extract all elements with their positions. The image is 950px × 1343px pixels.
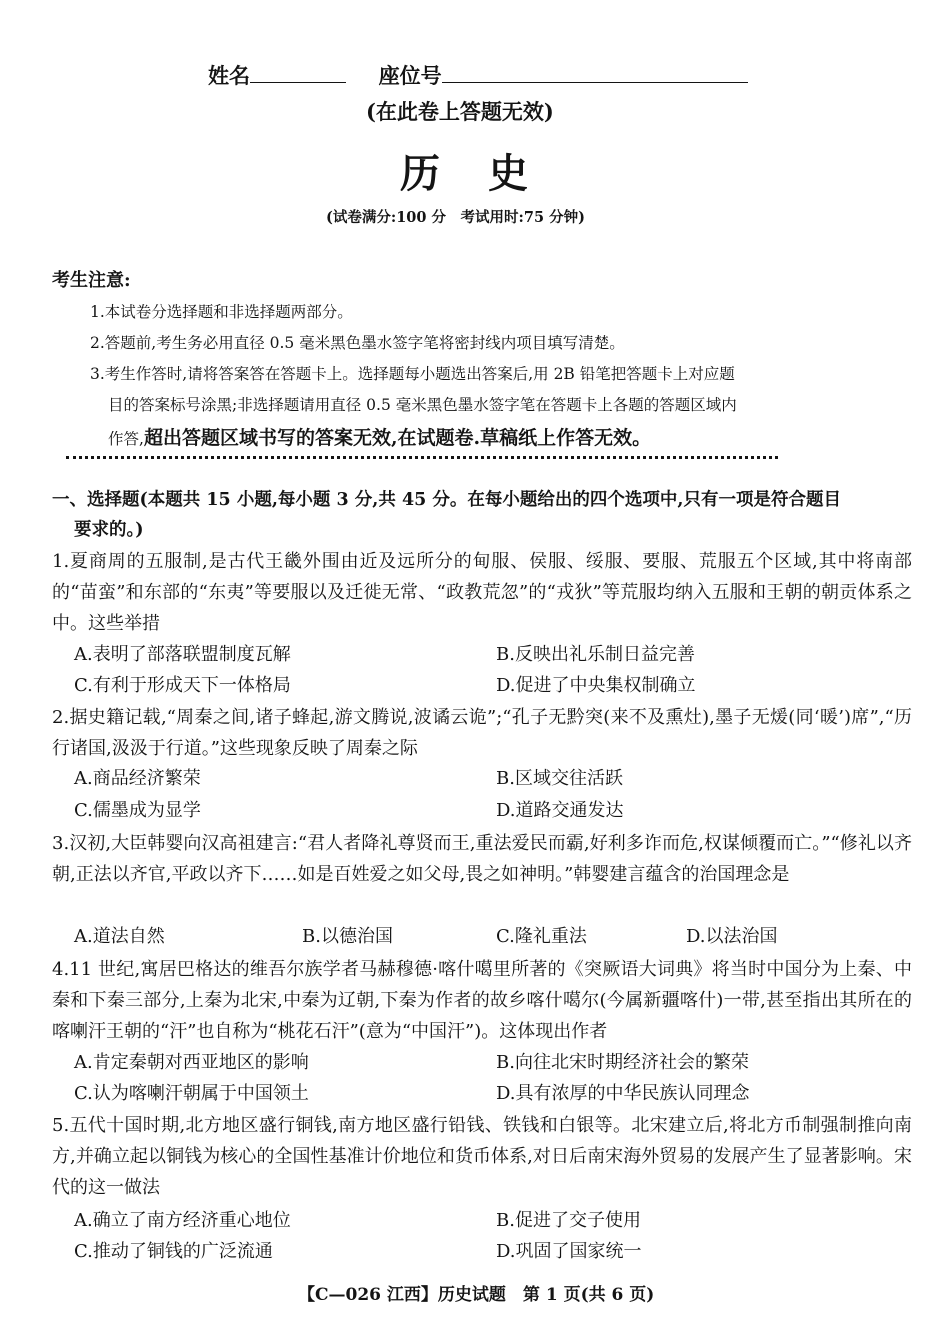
- question-5-option-a: A.确立了南方经济重心地位: [74, 1210, 291, 1231]
- seat-blank[interactable]: [442, 64, 748, 83]
- notice-title: 考生注意:: [52, 270, 131, 291]
- question-1-option-c: C.有利于形成天下一体格局: [74, 675, 291, 696]
- section-heading-line1: 一、选择题(本题共 15 小题,每小题 3 分,共 45 分。在每小题给出的四个选项中,只有一项是符合题目: [52, 490, 841, 510]
- question-4-option-a: A.肯定秦朝对西亚地区的影响: [74, 1052, 309, 1073]
- seat-label: 座位号: [378, 63, 442, 88]
- question-1-stem: 1.夏商周的五服制,是古代王畿外围由近及远所分的甸服、侯服、绥服、要服、荒服五个区域,其中将南部的“苗蛮”和东部的“东夷”等要服以及迁徙无常、“政教荒忽”的“戎狄”等荒服均纳入五服和王朝的朝贡体系之中。这些举措: [52, 551, 912, 634]
- question-2-stem: 2.据史籍记载,“周秦之间,诸子蜂起,游文腾说,波谲云诡”;“孔子无黔突(来不及熏灶),墨子无煖(同‘暖’)席”,“历行诸国,汲汲于行道。”这些现象反映了周秦之际: [52, 707, 912, 759]
- invalid-notice: (在此卷上答题无效): [366, 99, 554, 124]
- question-4-stem: 4.11 世纪,寓居巴格达的维吾尔族学者马赫穆德·喀什噶里所著的《突厥语大词典》将当时中国分为上秦、中秦和下秦三部分,上秦为北宋,中秦为辽朝,下秦为作者的故乡喀什噶尔(今属新疆喀什)一带,甚至指出其所在的喀喇汗王朝的“汗”也自称为“桃花石汗”(意为“中国汗”)。这体现出作者: [52, 959, 912, 1042]
- notice-item-1: 1.本试卷分选择题和非选择题两部分。: [90, 303, 353, 321]
- question-3-stem: 3.汉初,大臣韩婴向汉高祖建言:“君人者降礼尊贤而王,重法爱民而霸,好利多诈而危,权谋倾覆而亡。”“修礼以齐朝,正法以齐官,平政以齐下……如是百姓爱之如父母,畏之如神明。”韩婴建言蕴含的治国理念是: [52, 833, 912, 885]
- name-blank[interactable]: [250, 64, 346, 83]
- question-5-option-c: C.推动了铜钱的广泛流通: [74, 1241, 273, 1262]
- question-4-option-d: D.具有浓厚的中华民族认同理念: [496, 1083, 750, 1104]
- question-2-option-d: D.道路交通发达: [496, 800, 624, 821]
- question-4-option-c: C.认为喀喇汗朝属于中国领土: [74, 1083, 309, 1104]
- name-label: 姓名: [208, 63, 250, 88]
- section-heading-line2: 要求的。): [74, 520, 144, 540]
- student-info-line: [208, 60, 748, 90]
- notice-item-3-line3: [108, 423, 651, 450]
- question-4-option-b: B.向往北宋时期经济社会的繁荣: [496, 1052, 749, 1073]
- dotted-divider: [66, 456, 778, 459]
- exam-info: (试卷满分:100 分 考试用时:75 分钟): [326, 209, 585, 226]
- question-2-option-a: A.商品经济繁荣: [74, 768, 201, 789]
- subject-title: 历史: [400, 150, 576, 197]
- question-3-option-b: B.以德治国: [302, 926, 393, 947]
- question-3-option-a: A.道法自然: [74, 926, 165, 947]
- notice-item-3-emphasis: 超出答题区域书写的答案无效,在试题卷.草稿纸上作答无效。: [143, 427, 652, 449]
- question-5-option-d: D.巩固了国家统一: [496, 1241, 642, 1262]
- question-1-option-d: D.促进了中央集权制确立: [496, 675, 696, 696]
- notice-item-3-line1: 3.考生作答时,请将答案答在答题卡上。选择题每小题选出答案后,用 2B 铅笔把答题卡上对应题: [90, 365, 735, 383]
- question-5-option-b: B.促进了交子使用: [496, 1210, 641, 1231]
- question-3-option-c: C.隆礼重法: [496, 926, 587, 947]
- notice-item-2: 2.答题前,考生务必用直径 0.5 毫米黑色墨水签字笔将密封线内项目填写清楚。: [90, 334, 625, 352]
- question-2-option-b: B.区域交往活跃: [496, 768, 623, 789]
- notice-item-3-prefix: 作答,: [108, 430, 144, 448]
- question-5-stem: 5.五代十国时期,北方地区盛行铜钱,南方地区盛行铅钱、铁钱和白银等。北宋建立后,将北方币制强制推向南方,并确立起以铜钱为核心的全国性基准计价地位和货币体系,对日后南宋海外贸易的发展产生了显著影响。宋代的这一做法: [52, 1115, 912, 1198]
- question-1-option-a: A.表明了部落联盟制度瓦解: [74, 644, 291, 665]
- question-3-option-d: D.以法治国: [686, 926, 778, 947]
- notice-item-3-line2: 目的答案标号涂黑;非选择题请用直径 0.5 毫米黑色墨水签字笔在答题卡上各题的答题区域内: [108, 396, 737, 414]
- question-1-option-b: B.反映出礼乐制日益完善: [496, 644, 695, 665]
- question-2-option-c: C.儒墨成为显学: [74, 800, 201, 821]
- page-footer: 【C—026 江西】历史试题 第 1 页(共 6 页): [298, 1285, 655, 1305]
